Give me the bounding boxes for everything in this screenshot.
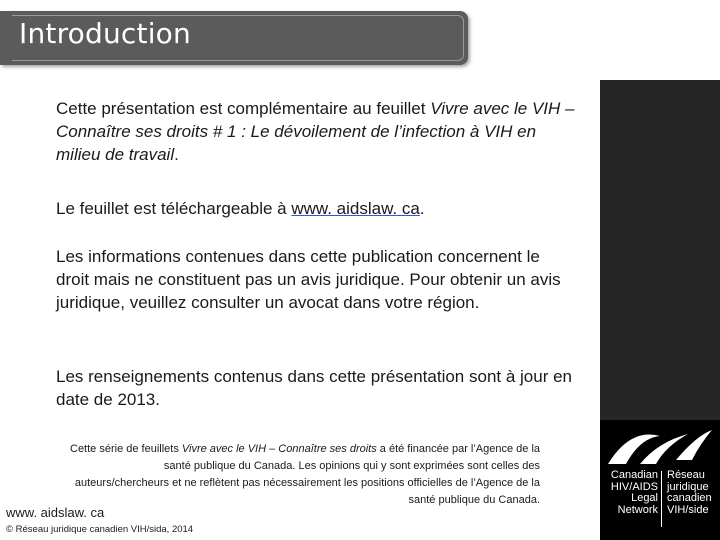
logo-english-name (606, 470, 658, 516)
logo-french-name (667, 470, 712, 516)
download-text: Le feuillet est téléchargeable à (56, 199, 292, 218)
logo-line: VIH/side (667, 503, 709, 516)
logo-emblem-icon (600, 420, 720, 470)
footer-copyright: © Réseau juridique canadien VIH/sida, 2014 (6, 524, 194, 535)
download-paragraph (56, 197, 576, 220)
logo-line: Legal (631, 492, 658, 504)
legal-notice-paragraph: Les informations contenues dans cette publication concernent le droit mais ne constituent pas un avis juridique. Pour obtenir un avis juridique, veuillez consulter un avocat dans votre région. (56, 247, 561, 312)
logo-divider (661, 471, 662, 527)
logo-line: Network (617, 503, 658, 516)
currency-paragraph: Les renseignements contenus dans cette présentation sont à jour en date de 2013. (56, 367, 573, 409)
disclaimer-series-title: Vivre avec le VIH – Connaître ses droits (181, 443, 377, 455)
disclaimer-text: Cette série de feuillets (70, 443, 182, 455)
disclaimer-text-end: a été financée par l’Agence de la santé publique du Canada. Les opinions qui y sont exprimées sont celles des auteurs/chercheurs et ne reflètent pas nécessairement les positions officielles de l’Agence de la santé publique du Canada. (74, 443, 541, 506)
logo-line: juridique (667, 480, 709, 493)
intro-paragraph (56, 97, 576, 166)
footer-url: www. aidslaw. ca (6, 505, 105, 520)
aidslaw-link[interactable]: www. aidslaw. ca (291, 199, 420, 218)
download-end: . (419, 199, 425, 218)
intro-end: . (174, 145, 179, 164)
funding-disclaimer (70, 441, 540, 509)
intro-text: Cette présentation est complémentaire au feuillet (56, 99, 431, 118)
slide-title: Introduction (19, 17, 191, 50)
logo-line: canadien (667, 492, 712, 504)
intro-publication-title: Vivre avec le VIH – Connaître ses droits # 1 : Le dévoilement de l’infection à VIH en milieu de travail (56, 99, 575, 164)
legal-network-logo (600, 420, 720, 540)
logo-line: Canadian (610, 469, 658, 481)
logo-line: HIV/AIDS (610, 480, 658, 493)
logo-line: Réseau (667, 469, 705, 481)
